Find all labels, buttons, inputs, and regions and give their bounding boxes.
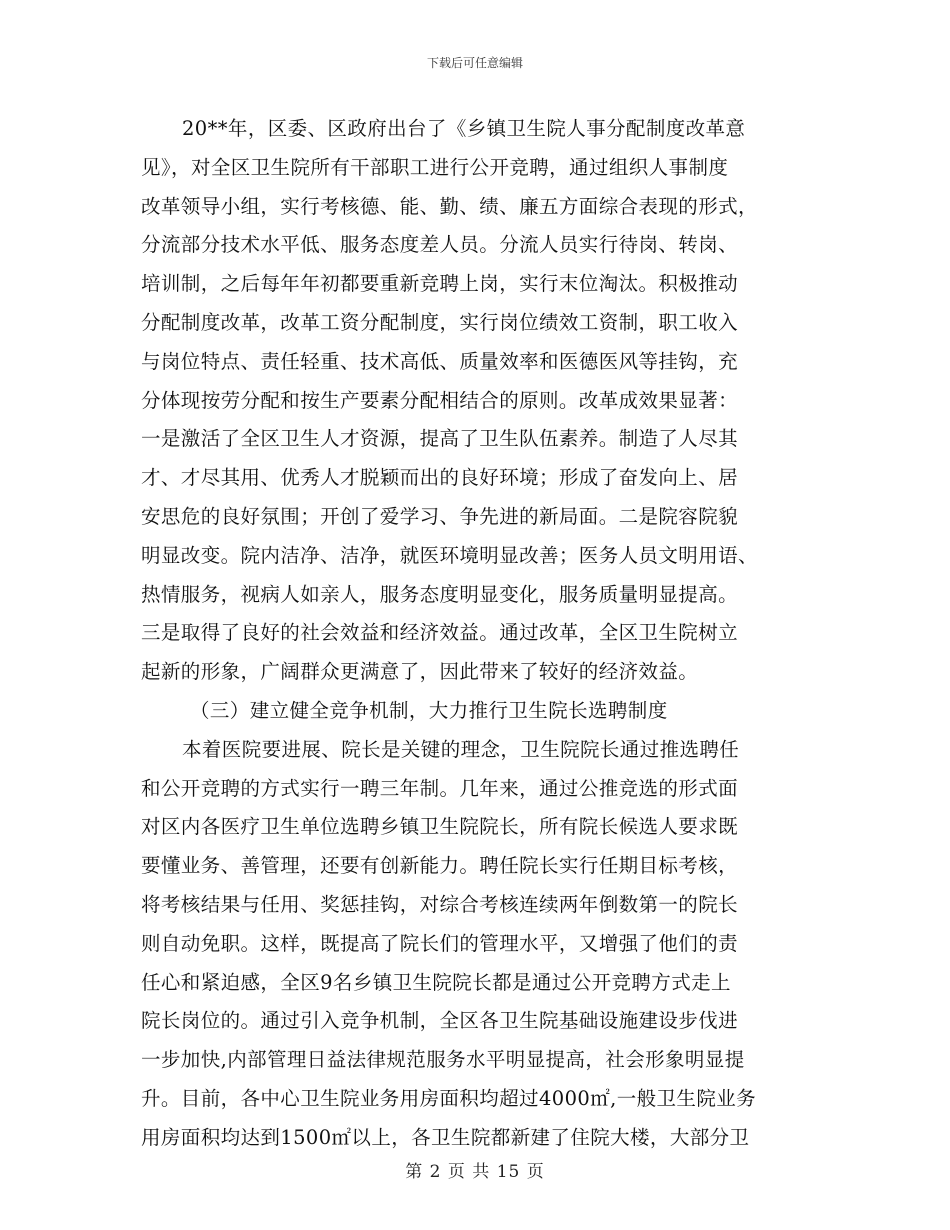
text-line: 起新的形象，广阔群众更满意了，因此带来了较好的经济效益。 xyxy=(141,660,699,684)
text-line: 分流部分技术水平低、服务态度差人员。分流人员实行待岗、转岗、 xyxy=(141,233,739,257)
text-line: 任心和紧迫感，全区9名乡镇卫生院院长都是通过公开竞聘方式走上 xyxy=(141,970,731,994)
document-body xyxy=(141,110,811,1158)
text-line: 院长岗位的。通过引入竞争机制，全区各卫生院基础设施建设步伐进 xyxy=(141,1009,739,1033)
header-note: 下载后可任意编辑 xyxy=(426,56,523,70)
text-line: 一步加快,内部管理日益法律规范服务水平明显提高，社会形象明显提 xyxy=(141,1048,745,1072)
text-line: 培训制，之后每年年初都要重新竞聘上岗，实行末位淘汰。积极推动 xyxy=(141,272,739,296)
text-line: 对区内各医疗卫生单位选聘乡镇卫生院院长，所有院长候选人要求既 xyxy=(141,815,739,839)
text-line: 热情服务，视病人如亲人，服务态度明显变化，服务质量明显提高。 xyxy=(141,582,739,606)
text-line: 和公开竞聘的方式实行一聘三年制。几年来，通过公推竞选的形式面 xyxy=(141,776,739,800)
text-line: 安思危的良好氛围；开创了爱学习、争先进的新局面。二是院容院貌 xyxy=(141,504,739,528)
text-line: 要懂业务、善管理，还要有创新能力。聘任院长实行任期目标考核， xyxy=(141,854,739,878)
text-line: 本着医院要进展、院长是关键的理念，卫生院院长通过推选聘任 xyxy=(182,737,740,761)
text-line: 才、才尽其用、优秀人才脱颖而出的良好环境；形成了奋发向上、居 xyxy=(141,466,739,490)
text-line: 见》，对全区卫生院所有干部职工进行公开竞聘，通过组织人事制度 xyxy=(141,155,729,179)
text-line: 一是激活了全区卫生人才资源，提高了卫生队伍素养。制造了人尽其 xyxy=(141,427,739,451)
text-line: 三是取得了良好的社会效益和经济效益。通过改革，全区卫生院树立 xyxy=(141,621,739,645)
text-line: 升。目前，各中心卫生院业务用房面积均超过4000㎡,一般卫生院业务 xyxy=(141,1086,757,1110)
text-line: 则自动免职。这样，既提高了院长们的管理水平，又增强了他们的责 xyxy=(141,931,739,955)
text-line: 与岗位特点、责任轻重、技术高低、质量效率和医德医风等挂钩，充 xyxy=(141,349,739,373)
text-line: 明显改变。院内洁净、洁净，就医环境明显改善；医务人员文明用语、 xyxy=(141,543,758,567)
section-heading: （三）建立健全竞争机制，大力推行卫生院长选聘制度 xyxy=(190,698,668,722)
text-line: 改革领导小组，实行考核德、能、勤、绩、廉五方面综合表现的形式， xyxy=(141,194,758,218)
text-line: 分配制度改革，改革工资分配制度，实行岗位绩效工资制，职工收入 xyxy=(141,310,739,334)
text-line: 20**年，区委、区政府出台了《乡镇卫生院人事分配制度改革意 xyxy=(182,117,746,140)
page-number: 第 2 页 共 15 页 xyxy=(405,1162,545,1182)
text-line: 用房面积均达到1500㎡以上，各卫生院都新建了住院大楼，大部分卫 xyxy=(141,1125,750,1149)
text-line: 分体现按劳分配和按生产要素分配相结合的原则。改革成效果显著： xyxy=(141,388,739,412)
text-line: 将考核结果与任用、奖惩挂钩，对综合考核连续两年倒数第一的院长 xyxy=(141,892,739,916)
